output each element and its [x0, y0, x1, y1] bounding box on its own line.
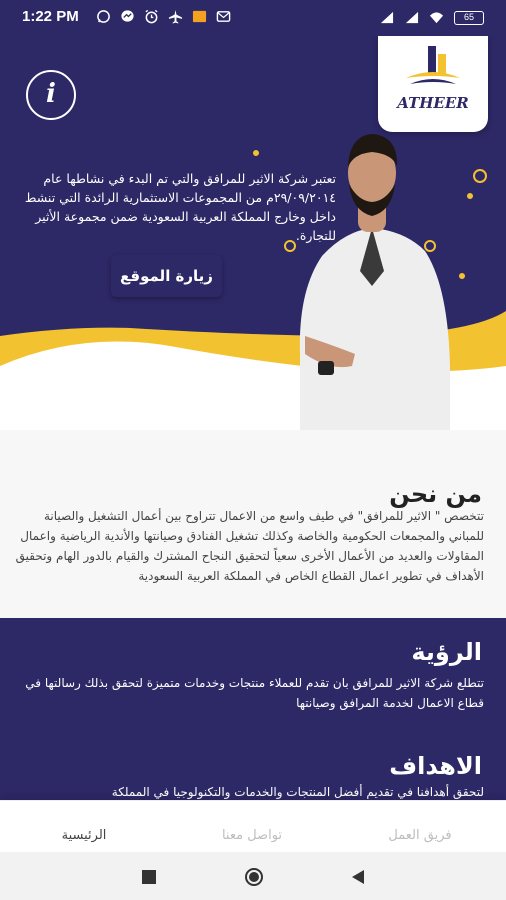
- status-system-icons: [379, 10, 484, 25]
- about-body: تتخصص " الاثير للمرافق" في طيف واسع من الاعمال تتراوح بين أعمال التشغيل والصيانة للمباني والمجمعات الحكومية والخاصة وكذلك تشغيل الفنادق وصيانتها والأندية الرياضية واعمال المقاولات والعديد من الأعمال الأخرى سعياً لتحقيق النجاح المشترك والقيام بالدور الهام وتحقيق الأهداف في تطوير اعمال القطاع الخاص في المملكة العربية السعودية: [15, 509, 484, 583]
- signal-icon: [404, 10, 419, 25]
- about-section: [0, 430, 506, 618]
- company-description: تعتبر شركة الاثير للمرافق والتي تم البدء في نشاطها عام ٢٩/٠٩/٢٠١٤م من المجموعات الاستثمارية الرائدة التي تنشط داخل وخارج المملكة العربية السعودية ضمن مجموعة الأثير للتجارة.: [24, 171, 336, 243]
- nav-home[interactable]: الرئيسية: [61, 828, 107, 843]
- alarm-icon: [144, 9, 159, 24]
- vision-body: تتطلع شركة الاثير للمرافق بان تقدم للعملاء منتجات وخدمات متميزة لتحقق بذلك رسالتها في قطاع الاعمال لخدمة المرافق وصيانتها: [25, 676, 484, 710]
- home-icon[interactable]: [244, 867, 264, 887]
- messenger-icon: [120, 9, 135, 24]
- nav-contact[interactable]: تواصل معنا: [221, 828, 283, 843]
- status-time: 1:22 PM: [22, 8, 79, 25]
- signal-icon: [379, 10, 394, 25]
- about-title: من نحن: [389, 480, 482, 508]
- bottom-navigation: [0, 800, 506, 852]
- vision-title: الرؤية: [411, 638, 482, 666]
- info-button[interactable]: i: [26, 70, 76, 120]
- system-navigation-bar: [0, 852, 506, 900]
- logo-text: ATHEER: [397, 94, 469, 112]
- mail-icon: [216, 9, 231, 24]
- airplane-icon: [168, 9, 183, 24]
- nav-team[interactable]: فريق العمل: [388, 828, 452, 843]
- goals-title: الاهداف: [389, 752, 482, 780]
- whatsapp-icon: [96, 9, 111, 24]
- visit-website-button[interactable]: زيارة الموقع: [111, 255, 222, 297]
- goals-body: لتحقق أهدافنا في تقديم أفضل المنتجات والخدمات والتكنولوجيا في المملكة: [111, 785, 484, 799]
- status-bar: [0, 0, 506, 36]
- logo-mark-icon: [378, 36, 488, 94]
- atheer-logo: [378, 36, 488, 132]
- battery-indicator: 65: [454, 11, 484, 25]
- back-icon[interactable]: [350, 869, 366, 885]
- notification-icon: [192, 9, 207, 24]
- status-notification-icons: [96, 9, 231, 24]
- vision-section: [0, 618, 506, 800]
- wifi-icon: [429, 10, 444, 25]
- hero-banner: [0, 36, 506, 430]
- recents-icon[interactable]: [141, 869, 157, 885]
